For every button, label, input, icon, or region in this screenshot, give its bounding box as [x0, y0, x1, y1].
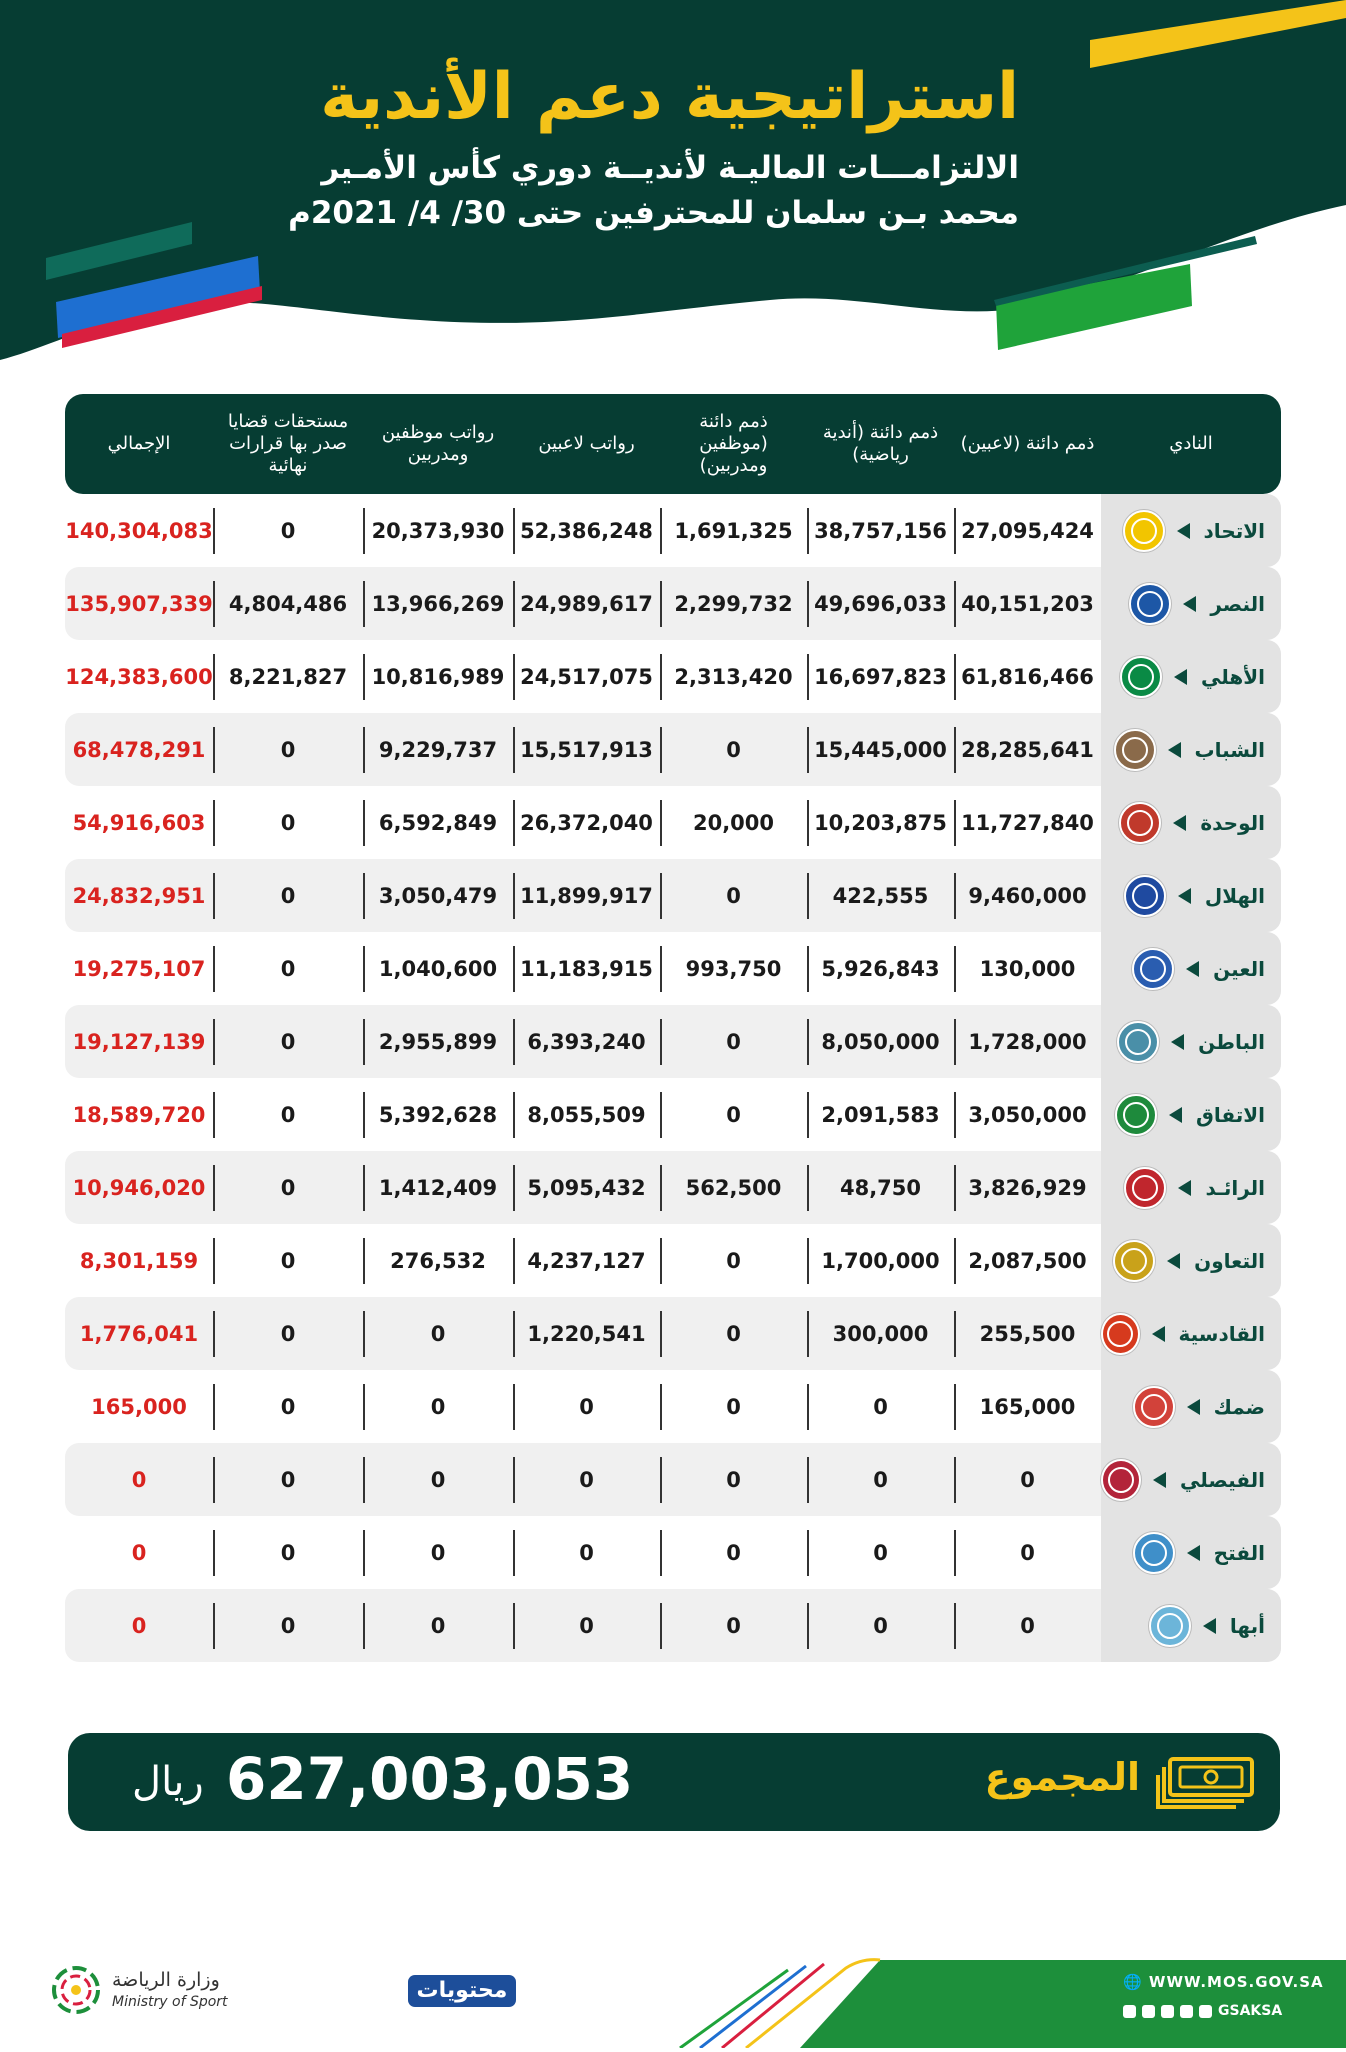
value-cell: 0 [363, 1311, 513, 1357]
value-cell: 300,000 [807, 1311, 954, 1357]
value-cell: 13,966,269 [363, 581, 513, 627]
value-cell: 6,393,240 [513, 1019, 660, 1065]
row-total: 0 [131, 1613, 147, 1638]
value-cell: 422,555 [807, 873, 954, 919]
arrow-icon [1167, 1253, 1180, 1269]
table-row [65, 859, 1281, 932]
value-cell: 0 [660, 1603, 807, 1649]
value-cell: 1,412,409 [363, 1165, 513, 1211]
value-cell: 0 [213, 727, 363, 773]
table-row [65, 1224, 1281, 1297]
club-logo-icon [1113, 1240, 1155, 1282]
grand-total-value: 627,003,053 [226, 1745, 634, 1813]
club-cell [1101, 1078, 1281, 1151]
club-cell [1101, 1589, 1281, 1662]
value-cell: 16,697,823 [807, 654, 954, 700]
row-total: 0 [131, 1540, 147, 1565]
club-logo-emblem [1123, 1102, 1149, 1128]
club-logo-emblem [1132, 883, 1158, 909]
value-cell: 130,000 [954, 946, 1101, 992]
club-logo-emblem [1122, 737, 1148, 763]
club-logo-emblem [1141, 1394, 1167, 1420]
value-cell: 40,151,203 [954, 581, 1101, 627]
value-cell: 6,592,849 [363, 800, 513, 846]
value-cell: 4,237,127 [513, 1238, 660, 1284]
arrow-icon [1203, 1618, 1216, 1634]
twitter-icon[interactable] [1142, 2005, 1155, 2018]
value-cell: 48,750 [807, 1165, 954, 1211]
value-cell: 0 [213, 1238, 363, 1284]
table-row [65, 1151, 1281, 1224]
value-cell: 0 [363, 1457, 513, 1503]
club-name: الهلال [1204, 883, 1265, 908]
value-cell: 0 [363, 1530, 513, 1576]
table-body [65, 494, 1281, 1662]
value-cell: 0 [807, 1384, 954, 1430]
row-total: 68,478,291 [72, 737, 206, 762]
arrow-icon [1187, 1399, 1200, 1415]
value-cell: 8,050,000 [807, 1019, 954, 1065]
arrow-icon [1152, 1326, 1165, 1342]
arrow-icon [1169, 1107, 1182, 1123]
grand-total-bar [68, 1733, 1280, 1831]
club-name: الأهلي [1200, 664, 1265, 689]
social-handle: GSAKSA [1218, 2003, 1283, 2019]
subtitle-line-1: الالتزامـــات الماليـة لأنديــة دوري كأس الأمـير [321, 150, 1019, 186]
value-cell: 24,517,075 [513, 654, 660, 700]
column-header-total: الإجمالي [107, 433, 171, 454]
row-total: 165,000 [91, 1394, 187, 1419]
value-cell: 11,183,915 [513, 946, 660, 992]
value-cell: 0 [213, 1019, 363, 1065]
club-logo-icon [1132, 948, 1174, 990]
value-cell: 0 [660, 727, 807, 773]
value-cell: 0 [513, 1603, 660, 1649]
club-logo-icon [1149, 1605, 1191, 1647]
value-cell: 0 [363, 1384, 513, 1430]
table-row [65, 1297, 1281, 1370]
club-logo-emblem [1140, 956, 1166, 982]
column-header-payable-staff: ذمم دائنة (موظفين ومدربين) [699, 411, 768, 476]
table-row [65, 1078, 1281, 1151]
club-cell [1101, 1443, 1281, 1516]
club-logo-emblem [1131, 518, 1157, 544]
club-name: الفيصلي [1179, 1467, 1265, 1492]
currency-unit: ريال [132, 1759, 204, 1805]
value-cell: 1,040,600 [363, 946, 513, 992]
club-logo-icon [1123, 510, 1165, 552]
row-total: 18,589,720 [72, 1102, 206, 1127]
arrow-icon [1171, 1034, 1184, 1050]
club-logo-emblem [1128, 664, 1154, 690]
club-cell [1101, 859, 1281, 932]
club-name: الشباب [1194, 737, 1265, 762]
value-cell: 4,804,486 [213, 581, 363, 627]
row-total: 0 [131, 1467, 147, 1492]
table-row [65, 786, 1281, 859]
value-cell: 0 [807, 1603, 954, 1649]
value-cell: 2,087,500 [954, 1238, 1101, 1284]
table-row [65, 494, 1281, 567]
club-cell [1101, 786, 1281, 859]
header-banner [0, 0, 1346, 380]
ministry-name-ar: وزارة الرياضة [112, 1969, 220, 1991]
club-logo-icon [1124, 1167, 1166, 1209]
value-cell: 165,000 [954, 1384, 1101, 1430]
arrow-icon [1153, 1472, 1166, 1488]
value-cell: 0 [660, 1457, 807, 1503]
value-cell: 1,691,325 [660, 508, 807, 554]
arrow-icon [1168, 742, 1181, 758]
table-row [65, 1443, 1281, 1516]
value-cell: 2,313,420 [660, 654, 807, 700]
club-logo-icon [1117, 1021, 1159, 1063]
club-logo-emblem [1108, 1467, 1134, 1493]
table-row [65, 1370, 1281, 1443]
row-total: 140,304,083 [65, 518, 213, 543]
value-cell: 24,989,617 [513, 581, 660, 627]
instagram-icon[interactable] [1180, 2005, 1193, 2018]
row-total: 1,776,041 [79, 1321, 199, 1346]
social-links [1123, 2003, 1282, 2019]
value-cell: 0 [954, 1457, 1101, 1503]
club-name: القادسية [1178, 1321, 1265, 1346]
club-logo-icon [1124, 875, 1166, 917]
arrow-icon [1186, 961, 1199, 977]
value-cell: 8,055,509 [513, 1092, 660, 1138]
value-cell: 15,445,000 [807, 727, 954, 773]
club-cell [1101, 1151, 1281, 1224]
club-name: الفتح [1213, 1540, 1265, 1565]
value-cell: 28,285,641 [954, 727, 1101, 773]
club-name: النصر [1210, 591, 1265, 616]
value-cell: 3,826,929 [954, 1165, 1101, 1211]
snapchat-icon[interactable] [1161, 2005, 1174, 2018]
club-cell [1101, 1516, 1281, 1589]
club-cell [1101, 1224, 1281, 1297]
value-cell: 9,229,737 [363, 727, 513, 773]
value-cell: 0 [213, 1530, 363, 1576]
club-cell [1101, 932, 1281, 1005]
row-total: 24,832,951 [72, 883, 206, 908]
arrow-icon [1173, 815, 1186, 831]
value-cell: 61,816,466 [954, 654, 1101, 700]
club-logo-icon [1101, 1459, 1141, 1501]
club-logo-icon [1133, 1386, 1175, 1428]
ministry-name-en: Ministry of Sport [112, 1994, 228, 2010]
club-logo-icon [1115, 1094, 1157, 1136]
content-badge: محتويات [408, 1975, 516, 2007]
value-cell: 0 [213, 508, 363, 554]
club-cell [1101, 1370, 1281, 1443]
club-logo-emblem [1137, 591, 1163, 617]
value-cell: 0 [213, 1384, 363, 1430]
value-cell: 562,500 [660, 1165, 807, 1211]
arrow-icon [1174, 669, 1187, 685]
arrow-icon [1178, 888, 1191, 904]
arrow-icon [1178, 1180, 1191, 1196]
club-name: الاتفاق [1195, 1102, 1265, 1127]
row-total: 19,275,107 [72, 956, 206, 981]
value-cell: 10,203,875 [807, 800, 954, 846]
money-icon [1156, 1757, 1256, 1809]
website-text: WWW.MOS.GOV.SA [1148, 1973, 1324, 1991]
club-logo-icon [1120, 656, 1162, 698]
value-cell: 0 [807, 1530, 954, 1576]
club-name: الرائـد [1205, 1175, 1265, 1200]
value-cell: 0 [213, 1165, 363, 1211]
value-cell: 2,955,899 [363, 1019, 513, 1065]
club-logo-emblem [1157, 1613, 1183, 1639]
row-total: 124,383,600 [65, 664, 213, 689]
value-cell: 0 [660, 1019, 807, 1065]
club-cell [1101, 494, 1281, 567]
value-cell: 0 [954, 1603, 1101, 1649]
arrow-icon [1183, 596, 1196, 612]
table-row [65, 1589, 1281, 1662]
club-name: العين [1213, 956, 1265, 981]
value-cell: 2,091,583 [807, 1092, 954, 1138]
row-total: 54,916,603 [72, 810, 206, 835]
club-logo-emblem [1127, 810, 1153, 836]
value-cell: 10,816,989 [363, 654, 513, 700]
table-row [65, 1005, 1281, 1078]
value-cell: 11,899,917 [513, 873, 660, 919]
value-cell: 3,050,000 [954, 1092, 1101, 1138]
youtube-icon[interactable] [1199, 2005, 1212, 2018]
value-cell: 0 [213, 1457, 363, 1503]
club-logo-icon [1133, 1532, 1175, 1574]
club-logo-emblem [1141, 1540, 1167, 1566]
value-cell: 52,386,248 [513, 508, 660, 554]
club-name: الوحدة [1200, 810, 1265, 835]
value-cell: 1,220,541 [513, 1311, 660, 1357]
club-logo-icon [1129, 583, 1171, 625]
club-name: التعاون [1194, 1248, 1265, 1273]
club-cell [1101, 567, 1281, 640]
value-cell: 0 [213, 1603, 363, 1649]
row-total: 135,907,339 [65, 591, 213, 616]
value-cell: 0 [954, 1530, 1101, 1576]
value-cell: 0 [660, 1311, 807, 1357]
club-name: الاتحاد [1203, 518, 1265, 543]
column-header-staff-salaries: رواتب موظفين ومدربين [381, 422, 495, 465]
column-header-payable-players: ذمم دائنة (لاعبين) [960, 433, 1095, 454]
value-cell: 0 [213, 946, 363, 992]
column-header-payable-clubs: ذمم دائنة (أندية رياضية) [822, 422, 939, 465]
value-cell: 0 [513, 1457, 660, 1503]
commitments-table [65, 394, 1281, 1662]
value-cell: 38,757,156 [807, 508, 954, 554]
value-cell: 0 [807, 1457, 954, 1503]
page-title: استراتيجية دعم الأندية [320, 60, 1019, 134]
club-cell [1101, 640, 1281, 713]
value-cell: 255,500 [954, 1311, 1101, 1357]
value-cell: 0 [363, 1603, 513, 1649]
row-total: 10,946,020 [72, 1175, 206, 1200]
value-cell: 276,532 [363, 1238, 513, 1284]
value-cell: 0 [513, 1384, 660, 1430]
value-cell: 27,095,424 [954, 508, 1101, 554]
club-name: أبها [1229, 1613, 1265, 1638]
value-cell: 1,728,000 [954, 1019, 1101, 1065]
table-row [65, 567, 1281, 640]
table-row [65, 713, 1281, 786]
value-cell: 0 [213, 873, 363, 919]
value-cell: 9,460,000 [954, 873, 1101, 919]
value-cell: 5,392,628 [363, 1092, 513, 1138]
value-cell: 0 [660, 873, 807, 919]
value-cell: 993,750 [660, 946, 807, 992]
club-cell [1101, 713, 1281, 786]
club-name: ضمك [1213, 1394, 1265, 1419]
table-row [65, 932, 1281, 1005]
header-background [0, 0, 1346, 380]
value-cell: 0 [660, 1530, 807, 1576]
club-logo-emblem [1125, 1029, 1151, 1055]
table-row [65, 1516, 1281, 1589]
facebook-icon[interactable] [1123, 2005, 1136, 2018]
value-cell: 8,221,827 [213, 654, 363, 700]
column-header-final-rulings: مستحقات قضايا صدر بها قرارات نهائية [227, 411, 349, 476]
value-cell: 20,373,930 [363, 508, 513, 554]
value-cell: 3,050,479 [363, 873, 513, 919]
club-logo-icon [1114, 729, 1156, 771]
grand-total-label: المجموع [984, 1755, 1140, 1799]
club-logo-emblem [1107, 1321, 1133, 1347]
ministry-logo-icon [48, 1962, 104, 2018]
club-cell [1101, 1005, 1281, 1078]
value-cell: 1,700,000 [807, 1238, 954, 1284]
table-header [65, 394, 1281, 494]
value-cell: 0 [660, 1092, 807, 1138]
value-cell: 20,000 [660, 800, 807, 846]
row-total: 19,127,139 [72, 1029, 206, 1054]
club-logo-icon [1119, 802, 1161, 844]
value-cell: 5,095,432 [513, 1165, 660, 1211]
value-cell: 26,372,040 [513, 800, 660, 846]
arrow-icon [1177, 523, 1190, 539]
value-cell: 0 [513, 1530, 660, 1576]
subtitle-line-2: محمد بـن سلمان للمحترفين حتى 30/ 4/ 2021م [288, 195, 1019, 231]
club-logo-emblem [1121, 1248, 1147, 1274]
value-cell: 0 [213, 1311, 363, 1357]
row-total: 8,301,159 [79, 1248, 199, 1273]
club-logo-emblem [1132, 1175, 1158, 1201]
value-cell: 0 [660, 1384, 807, 1430]
value-cell: 11,727,840 [954, 800, 1101, 846]
club-name: الباطن [1198, 1029, 1265, 1054]
value-cell: 5,926,843 [807, 946, 954, 992]
value-cell: 49,696,033 [807, 581, 954, 627]
column-header-club: النادي [1169, 433, 1213, 454]
value-cell: 0 [213, 1092, 363, 1138]
value-cell: 0 [213, 800, 363, 846]
arrow-icon [1187, 1545, 1200, 1561]
club-cell [1101, 1297, 1281, 1370]
value-cell: 2,299,732 [660, 581, 807, 627]
value-cell: 0 [660, 1238, 807, 1284]
column-header-player-salaries: رواتب لاعبين [538, 433, 635, 454]
globe-icon: 🌐 [1123, 1973, 1143, 1991]
value-cell: 15,517,913 [513, 727, 660, 773]
club-logo-icon [1101, 1313, 1140, 1355]
website-link[interactable] [1123, 1973, 1324, 1991]
table-row [65, 640, 1281, 713]
